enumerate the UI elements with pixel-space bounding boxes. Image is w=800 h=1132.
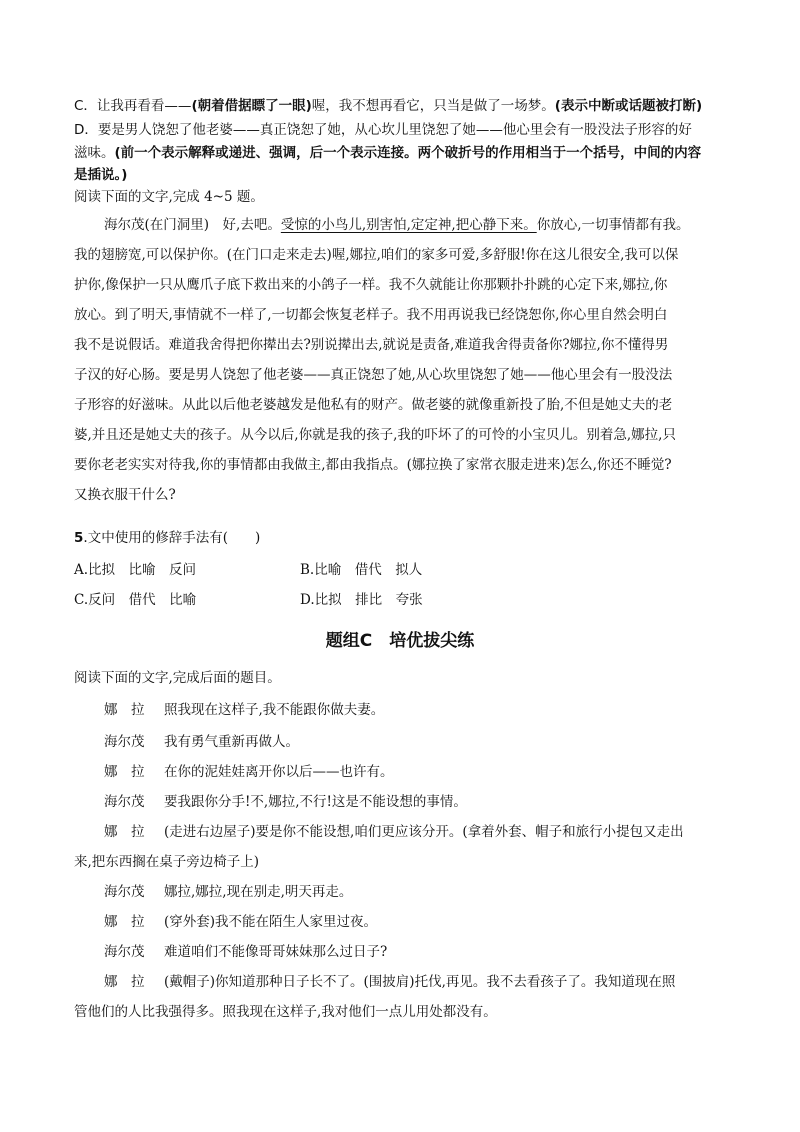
dialogue-text: 管他们的人比我强得多。照我现在这样子,我对他们一点儿用处都没有。 — [74, 1004, 497, 1020]
option-a: A.比拟 比喻 反问 — [74, 562, 197, 578]
reading1-text: 我不是说假话。难道我舍得把你撵出去?别说撵出去,就说是责备,难道我舍得责备你?娜拉,你不懂得男 — [74, 337, 669, 353]
dialogue-speaker: 娜 拉 — [104, 974, 145, 990]
dialogue-text: (走进右边屋子)要是你不能设想,咱们更应该分开。(拿着外套、帽子和旅行小提包又走出 — [164, 824, 684, 840]
dialogue-text: 我有勇气重新再做人。 — [164, 734, 299, 750]
dialogue-text: 照我现在这样子,我不能跟你做夫妻。 — [164, 702, 385, 718]
dialogue-speaker: 娜 拉 — [104, 824, 145, 840]
answer-c-note: (表示中断或话题被打断) — [554, 98, 703, 114]
dialogue-text: 在你的泥娃娃离开你以后——也许有。 — [164, 764, 394, 780]
answer-c-label: C．让我再看看—— — [74, 98, 192, 114]
reading1-text: 你放心,一切事情都有我。 — [536, 217, 690, 233]
reading1-text: 子形容的好滋味。从此以后他老婆越发是他私有的财产。做老婆的就像重新投了胎,不但是她丈夫的老 — [74, 397, 673, 413]
reading1-text: 婆,并且还是她丈夫的孩子。从今以后,你就是我的孩子,我的吓坏了的可怜的小宝贝儿。别着急,娜拉,只 — [74, 427, 676, 443]
dialogue-line — [104, 942, 387, 962]
dialogue-line — [104, 972, 675, 992]
reading1-line — [74, 485, 176, 505]
reading1-line — [104, 215, 690, 235]
dialogue-line — [104, 882, 352, 902]
dialogue-text: 难道咱们不能像哥哥妹妹那么过日子? — [164, 944, 388, 960]
option-b: B.比喻 借代 拟人 — [300, 562, 423, 578]
answer-d-plain: 滋味。 — [74, 145, 115, 161]
reading2-instruction: 阅读下面的文字,完成后面的题目。 — [74, 670, 281, 686]
answer-d-line2 — [74, 143, 701, 163]
section-title: 题组C 培优拔尖练 — [325, 631, 475, 651]
dialogue-line — [74, 1002, 497, 1022]
option-c: C.反问 借代 比喻 — [74, 592, 197, 608]
reading1-text: 海尔茂(在门洞里) 好,去吧。 — [104, 217, 281, 233]
dialogue-line — [104, 912, 377, 932]
dialogue-speaker: 海尔茂 — [104, 944, 145, 960]
reading1-text: 子汉的好心肠。要是男人饶恕了他老婆——真正饶恕了她,从心坎里饶恕了她——他心里会有一股没法 — [74, 367, 673, 383]
dialogue-line — [104, 762, 394, 782]
reading1-line — [74, 275, 667, 295]
dialogue-text: 要我跟你分手!不,娜拉,不行!这是不能设想的事情。 — [164, 794, 467, 810]
answer-d-line3: 是插说。) — [74, 167, 128, 183]
reading1-line — [74, 425, 676, 445]
dialogue-text: (戴帽子)你知道那种日子长不了。(围披肩)托伐,再见。我不去看孩子了。我知道现在照 — [164, 974, 676, 990]
dialogue-line — [104, 732, 299, 752]
dialogue-line — [104, 792, 467, 812]
answer-d-line1: D．要是男人饶恕了他老婆——真正饶恕了她，从心坎儿里饶恕了她——他心里会有一股没法子形容的好 — [74, 122, 692, 138]
dialogue-speaker: 海尔茂 — [104, 884, 145, 900]
reading1-text: 护你,像保护一只从鹰爪子底下救出来的小鸽子一样。我不久就能让你那颗扑扑跳的心定下来,娜拉,你 — [74, 277, 668, 293]
reading1-instruction: 阅读下面的文字,完成 4~5 题。 — [74, 189, 264, 205]
dialogue-speaker: 海尔茂 — [104, 734, 145, 750]
dialogue-speaker: 海尔茂 — [104, 794, 145, 810]
dialogue-line — [74, 852, 259, 872]
dialogue-text: (穿外套)我不能在陌生人家里过夜。 — [164, 914, 378, 930]
answer-c-bold: (朝着借据瞟了一眼) — [191, 98, 312, 114]
option-d: D.比拟 排比 夸张 — [300, 592, 423, 608]
answer-c — [74, 96, 702, 116]
reading1-text: 放心。到了明天,事情就不一样了,一切都会恢复老样子。我不用再说我已经饶恕你,你心里自然会明白 — [74, 307, 668, 323]
dialogue-speaker: 娜 拉 — [104, 914, 145, 930]
reading1-line — [74, 245, 678, 265]
dialogue-text: 娜拉,娜拉,现在别走,明天再走。 — [164, 884, 353, 900]
dialogue-speaker: 娜 拉 — [104, 702, 145, 718]
reading1-line — [74, 455, 672, 475]
dialogue-speaker: 娜 拉 — [104, 764, 145, 780]
dialogue-text: 来,把东西搁在桌子旁边椅子上) — [74, 854, 260, 870]
reading1-line — [74, 365, 672, 385]
answer-c-text: 喔，我不想再看它，只当是做了一场梦。 — [311, 98, 555, 114]
dialogue-line — [104, 822, 684, 842]
reading1-text: 我的翅膀宽,可以保护你。(在门口走来走去)喔,娜拉,咱们的家多可爱,多舒服!你在这儿很安全,我可以保 — [74, 247, 679, 263]
reading1-text: 要你老老实实对待我,你的事情都由我做主,都由我指点。(娜拉换了家常衣服走进来)怎么,你还不睡觉? — [74, 457, 672, 473]
reading1-text: 又换衣服干什么? — [74, 487, 176, 503]
reading1-underlined-text: 受惊的小鸟儿,别害怕,定定神,把心静下来。 — [280, 217, 537, 233]
question-text: .文中使用的修辞手法有( ) — [83, 530, 261, 546]
dialogue-line — [104, 700, 384, 720]
reading1-line — [74, 335, 668, 355]
reading1-line — [74, 395, 672, 415]
answer-d-bold: (前一个表示解释或递进、强调，后一个表示连接。两个破折号的作用相当于一个括号，中间的内容 — [114, 145, 702, 161]
question-5 — [74, 528, 260, 548]
question-number: 5 — [74, 530, 84, 546]
reading1-line — [74, 305, 667, 325]
